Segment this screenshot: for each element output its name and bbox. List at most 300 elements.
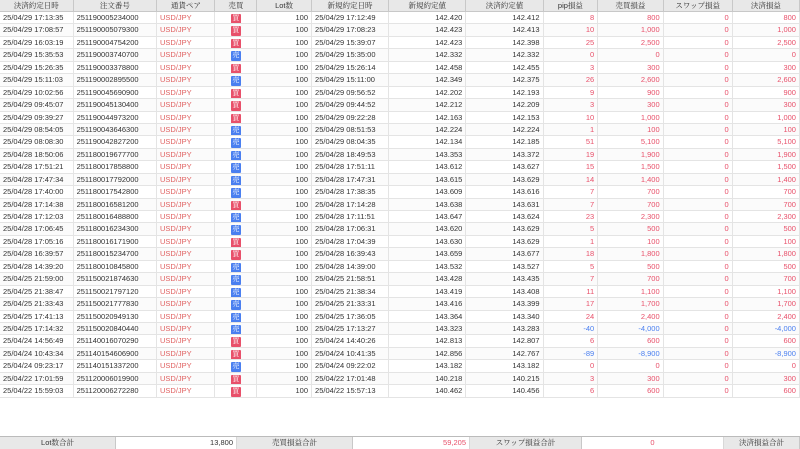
cell-close-time: 25/04/29 15:35:53: [0, 49, 74, 60]
cell-pair: USD/JPY: [157, 236, 215, 247]
cell-open-price: 143.630: [389, 236, 466, 247]
cell-total: 100: [733, 236, 800, 247]
col-header-open-time[interactable]: 新規約定日時: [312, 0, 389, 11]
cell-order-no: 251150021797120: [74, 286, 157, 297]
total-pl-label: 決済損益合計: [724, 437, 800, 449]
col-header-pl[interactable]: 売買損益: [598, 0, 663, 11]
col-header-pip[interactable]: pip損益: [544, 0, 599, 11]
cell-lot: 100: [257, 223, 312, 234]
cell-total: 100: [733, 124, 800, 135]
cell-pip: 3: [544, 99, 599, 110]
cell-close-price: 142.455: [466, 62, 543, 73]
sell-badge: 売: [232, 164, 240, 172]
cell-pair: USD/JPY: [157, 161, 215, 172]
cell-open-price: 143.532: [389, 261, 466, 272]
cell-pl: 1,400: [598, 174, 663, 185]
buy-badge: 買: [232, 338, 240, 346]
cell-total: 2,300: [733, 211, 800, 222]
cell-order-no: 251180017858800: [74, 161, 157, 172]
cell-swap: 0: [664, 211, 733, 222]
cell-side: [215, 298, 257, 309]
table-row[interactable]: [0, 136, 800, 148]
cell-pair: USD/JPY: [157, 12, 215, 23]
col-header-side[interactable]: 売買: [215, 0, 257, 11]
cell-total: 600: [733, 385, 800, 396]
cell-pl: 1,800: [598, 248, 663, 259]
cell-lot: 100: [257, 211, 312, 222]
sell-badge: 売: [232, 276, 240, 284]
cell-total: 1,100: [733, 286, 800, 297]
cell-order-no: 251180015234700: [74, 248, 157, 259]
cell-pl: 1,900: [598, 149, 663, 160]
cell-pair: USD/JPY: [157, 223, 215, 234]
cell-pl: 1,100: [598, 286, 663, 297]
cell-pip: -89: [544, 348, 599, 359]
cell-open-time: 25/04/25 21:33:31: [312, 298, 389, 309]
cell-close-price: 143.435: [466, 273, 543, 284]
cell-order-no: 251150021777830: [74, 298, 157, 309]
table-row[interactable]: [0, 385, 800, 397]
cell-open-price: 143.647: [389, 211, 466, 222]
cell-swap: 0: [664, 161, 733, 172]
cell-open-time: 25/04/28 17:14:28: [312, 199, 389, 210]
table-row[interactable]: [0, 49, 800, 61]
cell-open-price: 143.612: [389, 161, 466, 172]
cell-close-time: 25/04/29 15:11:03: [0, 74, 74, 85]
cell-swap: 0: [664, 112, 733, 123]
cell-order-no: 251190003378800: [74, 62, 157, 73]
cell-pl: 300: [598, 62, 663, 73]
cell-lot: 100: [257, 149, 312, 160]
pl-total-value: 59,205: [353, 437, 470, 449]
cell-open-price: 143.428: [389, 273, 466, 284]
cell-side: [215, 248, 257, 259]
cell-pl: 600: [598, 335, 663, 346]
cell-lot: 100: [257, 24, 312, 35]
cell-open-price: 142.202: [389, 87, 466, 98]
cell-open-time: 25/04/28 16:39:43: [312, 248, 389, 259]
cell-lot: 100: [257, 385, 312, 396]
cell-total: 500: [733, 261, 800, 272]
table-row[interactable]: [0, 124, 800, 136]
cell-swap: 0: [664, 385, 733, 396]
buy-badge: 買: [232, 27, 240, 35]
cell-open-time: 25/04/22 15:57:13: [312, 385, 389, 396]
cell-lot: 100: [257, 37, 312, 48]
cell-pl: 500: [598, 261, 663, 272]
cell-pip: 26: [544, 74, 599, 85]
cell-lot: 100: [257, 286, 312, 297]
cell-close-price: 142.412: [466, 12, 543, 23]
cell-side: [215, 273, 257, 284]
cell-total: 1,900: [733, 149, 800, 160]
cell-pl: 1,000: [598, 112, 663, 123]
cell-pl: 900: [598, 87, 663, 98]
cell-lot: 100: [257, 174, 312, 185]
table-row[interactable]: [0, 112, 800, 124]
cell-order-no: 251190045690900: [74, 87, 157, 98]
cell-open-price: 143.323: [389, 323, 466, 334]
cell-open-time: 25/04/28 17:11:51: [312, 211, 389, 222]
cell-close-price: 142.332: [466, 49, 543, 60]
cell-open-price: 143.364: [389, 311, 466, 322]
cell-close-price: 143.629: [466, 236, 543, 247]
col-header-total[interactable]: 決済損益: [733, 0, 800, 11]
sell-badge: 売: [232, 226, 240, 234]
cell-close-price: 142.807: [466, 335, 543, 346]
cell-total: 700: [733, 186, 800, 197]
table-row[interactable]: [0, 174, 800, 186]
table-row[interactable]: [0, 161, 800, 173]
cell-close-price: 142.185: [466, 136, 543, 147]
cell-pl: -8,900: [598, 348, 663, 359]
cell-close-time: 25/04/29 17:08:57: [0, 24, 74, 35]
cell-pl: 2,300: [598, 211, 663, 222]
sell-badge: 売: [232, 301, 240, 309]
table-row[interactable]: [0, 348, 800, 360]
cell-order-no: 251150020840440: [74, 323, 157, 334]
cell-order-no: 251180016488800: [74, 211, 157, 222]
table-row[interactable]: [0, 99, 800, 111]
cell-close-time: 25/04/29 09:45:07: [0, 99, 74, 110]
cell-lot: 100: [257, 273, 312, 284]
cell-swap: 0: [664, 236, 733, 247]
cell-total: 300: [733, 373, 800, 384]
cell-pl: 1,000: [598, 24, 663, 35]
sell-badge: 売: [232, 189, 240, 197]
cell-order-no: 251190044973200: [74, 112, 157, 123]
cell-side: [215, 174, 257, 185]
cell-close-price: 142.209: [466, 99, 543, 110]
cell-pair: USD/JPY: [157, 136, 215, 147]
cell-pl: 1,500: [598, 161, 663, 172]
cell-pair: USD/JPY: [157, 323, 215, 334]
cell-pip: 18: [544, 248, 599, 259]
cell-total: 1,000: [733, 24, 800, 35]
cell-close-time: 25/04/25 17:14:32: [0, 323, 74, 334]
cell-swap: 0: [664, 136, 733, 147]
cell-pl: 300: [598, 373, 663, 384]
col-header-swap[interactable]: スワップ損益: [664, 0, 733, 11]
cell-pl: 700: [598, 199, 663, 210]
buy-badge: 買: [232, 102, 240, 110]
cell-pip: 0: [544, 49, 599, 60]
cell-close-time: 25/04/29 10:02:56: [0, 87, 74, 98]
cell-close-price: 143.182: [466, 360, 543, 371]
buy-badge: 買: [232, 238, 240, 246]
cell-swap: 0: [664, 248, 733, 259]
cell-order-no: 251140151337200: [74, 360, 157, 371]
cell-open-time: 25/04/28 18:49:53: [312, 149, 389, 160]
cell-pip: 0: [544, 360, 599, 371]
table-row[interactable]: [0, 62, 800, 74]
cell-close-time: 25/04/28 18:50:06: [0, 149, 74, 160]
cell-total: 700: [733, 273, 800, 284]
cell-total: 2,600: [733, 74, 800, 85]
cell-pl: -4,000: [598, 323, 663, 334]
cell-swap: 0: [664, 99, 733, 110]
cell-order-no: 251180016581200: [74, 199, 157, 210]
cell-close-price: 143.616: [466, 186, 543, 197]
cell-pl: 100: [598, 124, 663, 135]
table-row[interactable]: [0, 24, 800, 36]
cell-close-price: 142.193: [466, 87, 543, 98]
cell-close-price: 143.340: [466, 311, 543, 322]
cell-pl: 500: [598, 223, 663, 234]
cell-side: [215, 186, 257, 197]
col-header-lot[interactable]: Lot数: [257, 0, 312, 11]
cell-lot: 100: [257, 74, 312, 85]
cell-pip: 7: [544, 273, 599, 284]
cell-lot: 100: [257, 348, 312, 359]
cell-pair: USD/JPY: [157, 360, 215, 371]
cell-open-time: 25/04/29 09:22:28: [312, 112, 389, 123]
cell-pl: 300: [598, 99, 663, 110]
table-row[interactable]: [0, 311, 800, 323]
cell-order-no: 251180016171900: [74, 236, 157, 247]
cell-side: [215, 136, 257, 147]
cell-order-no: 251190004754200: [74, 37, 157, 48]
cell-close-time: 25/04/22 17:01:59: [0, 373, 74, 384]
cell-pl: 0: [598, 49, 663, 60]
table-row[interactable]: [0, 149, 800, 161]
cell-open-time: 25/04/25 17:36:05: [312, 311, 389, 322]
cell-pl: 0: [598, 360, 663, 371]
cell-lot: 100: [257, 335, 312, 346]
cell-side: [215, 261, 257, 272]
cell-open-time: 25/04/25 21:38:34: [312, 286, 389, 297]
cell-pair: USD/JPY: [157, 186, 215, 197]
cell-pip: 3: [544, 373, 599, 384]
cell-open-time: 25/04/29 08:51:53: [312, 124, 389, 135]
col-header-order-no[interactable]: 注文番号: [74, 0, 158, 11]
cell-swap: 0: [664, 298, 733, 309]
cell-close-price: 143.629: [466, 174, 543, 185]
table-row[interactable]: [0, 360, 800, 372]
cell-lot: 100: [257, 199, 312, 210]
cell-pip: 3: [544, 62, 599, 73]
cell-close-price: 143.624: [466, 211, 543, 222]
cell-open-price: 142.349: [389, 74, 466, 85]
cell-pair: USD/JPY: [157, 49, 215, 60]
table-row[interactable]: [0, 298, 800, 310]
cell-pl: 600: [598, 385, 663, 396]
cell-pair: USD/JPY: [157, 373, 215, 384]
cell-close-time: 25/04/28 16:39:57: [0, 248, 74, 259]
cell-pair: USD/JPY: [157, 24, 215, 35]
table-row[interactable]: [0, 335, 800, 347]
cell-side: [215, 199, 257, 210]
buy-badge: 買: [232, 15, 240, 22]
buy-badge: 買: [232, 64, 240, 72]
cell-pair: USD/JPY: [157, 112, 215, 123]
cell-order-no: 251180019677700: [74, 149, 157, 160]
cell-swap: 0: [664, 335, 733, 346]
cell-side: [215, 49, 257, 60]
cell-swap: 0: [664, 186, 733, 197]
cell-open-price: 140.462: [389, 385, 466, 396]
cell-close-price: 142.375: [466, 74, 543, 85]
cell-lot: 100: [257, 136, 312, 147]
cell-total: 0: [733, 360, 800, 371]
cell-total: 5,100: [733, 136, 800, 147]
cell-pair: USD/JPY: [157, 87, 215, 98]
table-row[interactable]: [0, 74, 800, 86]
cell-close-price: 140.215: [466, 373, 543, 384]
cell-pair: USD/JPY: [157, 124, 215, 135]
cell-close-price: 143.629: [466, 223, 543, 234]
cell-close-time: 25/04/29 17:13:35: [0, 12, 74, 23]
table-row[interactable]: [0, 199, 800, 211]
cell-order-no: 251180016234300: [74, 223, 157, 234]
lot-total-label: Lot数合計: [0, 437, 116, 449]
cell-order-no: 251120006019900: [74, 373, 157, 384]
cell-open-price: 142.134: [389, 136, 466, 147]
cell-open-price: 140.218: [389, 373, 466, 384]
cell-swap: 0: [664, 87, 733, 98]
cell-pair: USD/JPY: [157, 149, 215, 160]
cell-open-price: 143.182: [389, 360, 466, 371]
table-row[interactable]: [0, 37, 800, 49]
cell-pip: -40: [544, 323, 599, 334]
cell-pair: USD/JPY: [157, 199, 215, 210]
buy-badge: 買: [232, 89, 240, 97]
cell-pair: USD/JPY: [157, 99, 215, 110]
cell-total: 1,800: [733, 248, 800, 259]
cell-open-time: 25/04/22 17:01:48: [312, 373, 389, 384]
col-header-pair[interactable]: 通貨ペア: [157, 0, 215, 11]
buy-badge: 買: [232, 39, 240, 47]
cell-lot: 100: [257, 124, 312, 135]
col-header-open-price[interactable]: 新規約定値: [389, 0, 466, 11]
table-row[interactable]: [0, 211, 800, 223]
cell-close-time: 25/04/28 17:40:00: [0, 186, 74, 197]
table-row[interactable]: [0, 323, 800, 335]
cell-side: [215, 360, 257, 371]
cell-pair: USD/JPY: [157, 273, 215, 284]
cell-side: [215, 236, 257, 247]
cell-close-time: 25/04/28 17:12:03: [0, 211, 74, 222]
cell-close-price: 140.456: [466, 385, 543, 396]
cell-pair: USD/JPY: [157, 311, 215, 322]
cell-pl: 2,600: [598, 74, 663, 85]
table-row[interactable]: [0, 12, 800, 24]
cell-open-time: 25/04/29 15:26:14: [312, 62, 389, 73]
cell-close-time: 25/04/25 17:41:13: [0, 311, 74, 322]
cell-pair: USD/JPY: [157, 286, 215, 297]
cell-order-no: 251190005079300: [74, 24, 157, 35]
cell-pip: 15: [544, 161, 599, 172]
cell-close-price: 143.283: [466, 323, 543, 334]
cell-swap: 0: [664, 74, 733, 85]
col-header-close-time[interactable]: 決済約定日時: [0, 0, 74, 11]
cell-open-time: 25/04/25 21:58:51: [312, 273, 389, 284]
cell-pl: 700: [598, 186, 663, 197]
cell-open-price: 142.423: [389, 24, 466, 35]
cell-pip: 24: [544, 311, 599, 322]
table-row[interactable]: [0, 223, 800, 235]
cell-side: [215, 62, 257, 73]
cell-side: [215, 286, 257, 297]
sell-badge: 売: [232, 313, 240, 321]
cell-open-time: 25/04/29 09:44:52: [312, 99, 389, 110]
cell-order-no: 251180010845800: [74, 261, 157, 272]
cell-order-no: 251140154606900: [74, 348, 157, 359]
cell-pair: USD/JPY: [157, 335, 215, 346]
cell-close-price: 142.153: [466, 112, 543, 123]
cell-close-time: 25/04/24 14:56:49: [0, 335, 74, 346]
cell-total: 500: [733, 223, 800, 234]
table-row[interactable]: [0, 261, 800, 273]
cell-side: [215, 323, 257, 334]
table-row[interactable]: [0, 273, 800, 285]
cell-side: [215, 12, 257, 23]
sell-badge: 売: [232, 363, 240, 371]
cell-total: 300: [733, 99, 800, 110]
cell-side: [215, 335, 257, 346]
col-header-close-price[interactable]: 決済約定値: [466, 0, 543, 11]
table-row[interactable]: [0, 248, 800, 260]
cell-side: [215, 37, 257, 48]
cell-close-time: 25/04/29 08:08:30: [0, 136, 74, 147]
cell-lot: 100: [257, 311, 312, 322]
cell-pip: 8: [544, 12, 599, 23]
table-row[interactable]: [0, 373, 800, 385]
cell-lot: 100: [257, 261, 312, 272]
cell-open-price: 143.353: [389, 149, 466, 160]
table-header: [0, 0, 800, 12]
cell-open-time: 25/04/24 10:41:35: [312, 348, 389, 359]
table-row[interactable]: [0, 186, 800, 198]
cell-close-price: 142.767: [466, 348, 543, 359]
cell-close-time: 25/04/24 09:23:17: [0, 360, 74, 371]
cell-side: [215, 161, 257, 172]
cell-open-time: 25/04/28 17:47:31: [312, 174, 389, 185]
buy-badge: 買: [232, 375, 240, 383]
cell-side: [215, 385, 257, 396]
cell-open-price: 143.419: [389, 286, 466, 297]
cell-close-price: 143.408: [466, 286, 543, 297]
table-body: [0, 12, 800, 398]
cell-open-price: 143.638: [389, 199, 466, 210]
cell-swap: 0: [664, 348, 733, 359]
cell-total: 600: [733, 335, 800, 346]
cell-close-time: 25/04/25 21:33:43: [0, 298, 74, 309]
table-row[interactable]: [0, 236, 800, 248]
cell-open-price: 142.332: [389, 49, 466, 60]
cell-close-time: 25/04/29 09:39:27: [0, 112, 74, 123]
sell-badge: 売: [232, 77, 240, 85]
buy-badge: 買: [232, 350, 240, 358]
table-row[interactable]: [0, 286, 800, 298]
cell-total: 300: [733, 62, 800, 73]
cell-open-time: 25/04/29 17:12:49: [312, 12, 389, 23]
cell-pip: 23: [544, 211, 599, 222]
cell-lot: 100: [257, 248, 312, 259]
cell-side: [215, 149, 257, 160]
swap-total-value: 0: [582, 437, 724, 449]
cell-open-price: 142.212: [389, 99, 466, 110]
cell-open-time: 25/04/29 08:04:35: [312, 136, 389, 147]
cell-side: [215, 87, 257, 98]
cell-open-time: 25/04/29 15:35:00: [312, 49, 389, 60]
table-row[interactable]: [0, 87, 800, 99]
cell-order-no: 251190002895500: [74, 74, 157, 85]
cell-order-no: 251120006272280: [74, 385, 157, 396]
swap-total-label: スワップ損益合計: [470, 437, 582, 449]
cell-close-time: 25/04/29 08:54:05: [0, 124, 74, 135]
cell-swap: 0: [664, 261, 733, 272]
